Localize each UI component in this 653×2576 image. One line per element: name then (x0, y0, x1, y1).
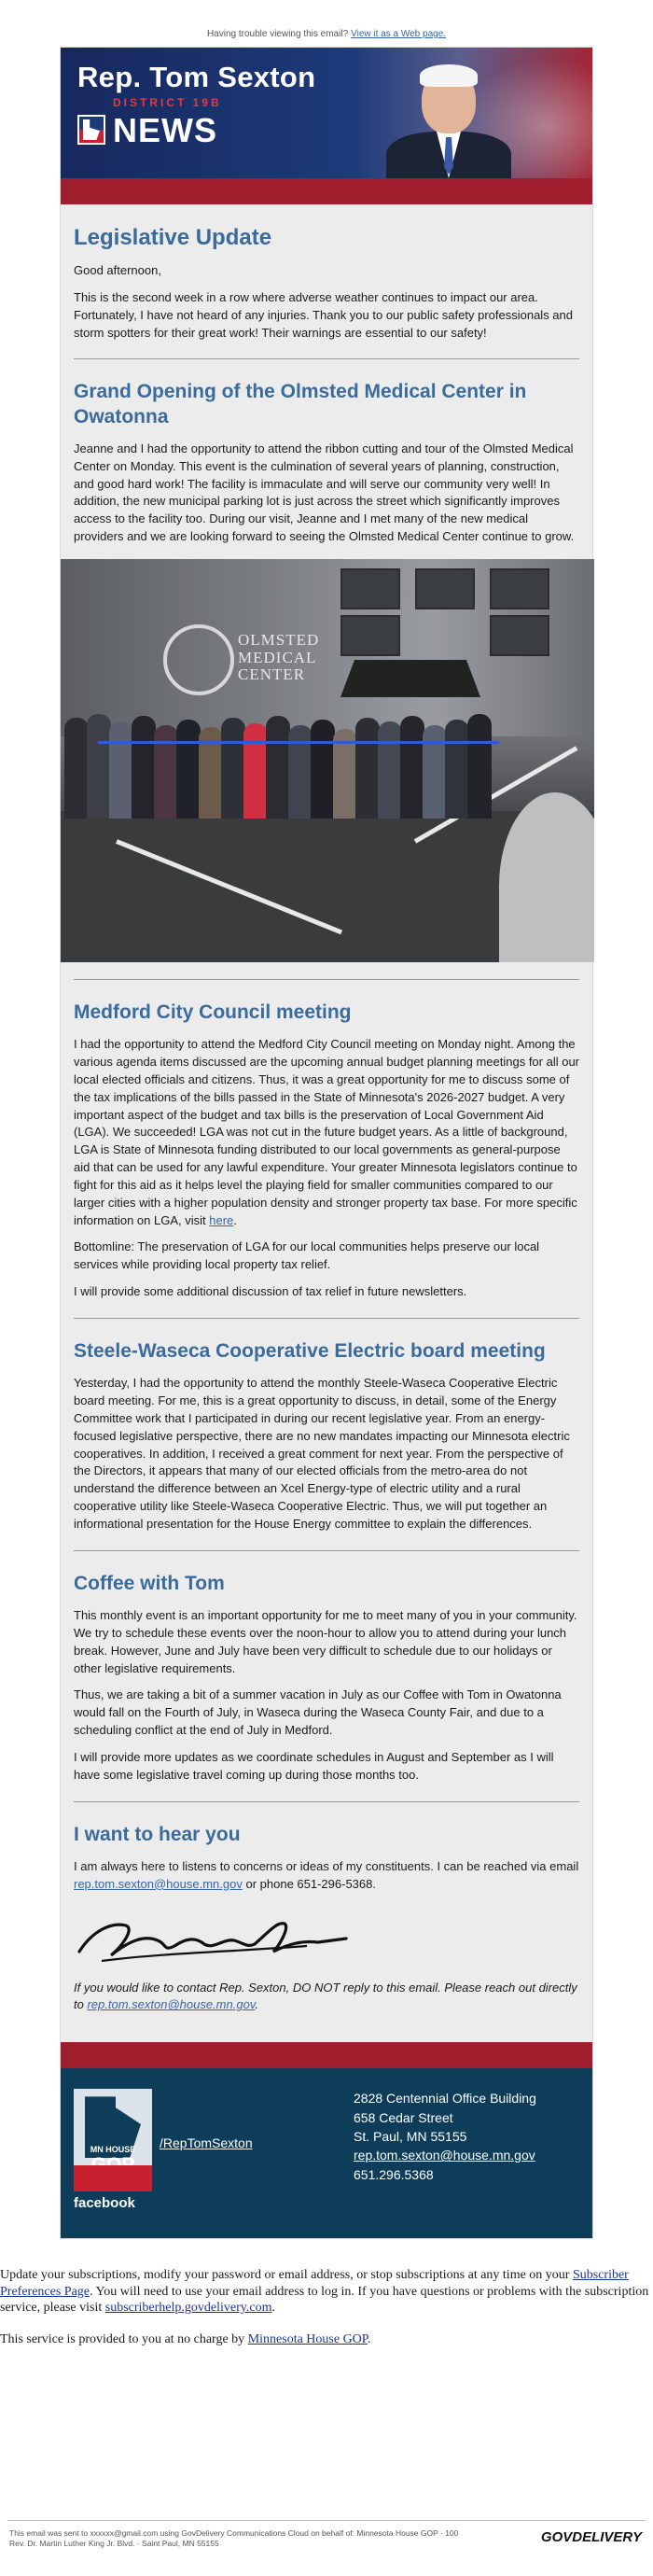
representative-portrait (382, 61, 513, 178)
subscription-text: Update your subscriptions, modify your password or email address, or stop subscriptions at any time on your Subscriber Preferences Page. You will need to use your email address to log in. If you have questions or problems with the subscription service, please visit subscriberhelp.govdelivery.com. (0, 2268, 649, 2316)
newsletter-banner (61, 48, 592, 178)
steele-waseca-body: Yesterday, I had the opportunity to attend the monthly Steele-Waseca Cooperative Electric board meeting. For me, this is a great opportunity to discuss, in detail, some of the Energy Committee work that I participated in during our recent legislative year. From an energy-focused legislative perspective, there are no new mandates impacting our Minnesota electric cooperatives. In addition, I received a great comment for next year. From the perspective of the Directors, it appears that many of our elected officials from the metro-area do not understand the difference between an Xcel Energy-type of electric utility and a rural cooperative utility like Steele-Waseca Cooperative Electric. Thus, we will put together an informational presentation for the House Energy committee to explain the differences. (74, 1376, 570, 1531)
divider (74, 358, 579, 359)
banner-title: Rep. Tom Sexton (77, 61, 316, 93)
coffee-body-2: Thus, we are taking a bit of a summer vacation in July as our Coffee with Tom in Owatonna would fall on the Fourth of July, in Waseca during the Waseca County Fair, and due to a scheduling conflict at the end of July in Medford. (74, 1687, 562, 1738)
newsletter-content (61, 204, 592, 2033)
coffee-heading: Coffee with Tom (74, 1572, 225, 1594)
divider (74, 1550, 579, 1551)
sent-to-line: This email was sent to xxxxxx@gmail.com using GovDelivery Communications Cloud on behalf of: Minnesota House GOP · 100 (9, 2528, 459, 2538)
divider (74, 979, 579, 980)
ribbon-cutting-photo (61, 559, 594, 962)
contact-email-link[interactable]: rep.tom.sexton@house.mn.gov (87, 1997, 256, 2012)
mn-house-gop-link[interactable]: Minnesota House GOP (247, 2331, 368, 2346)
ribbon (98, 741, 499, 744)
crowd (61, 699, 499, 819)
legislative-update-heading: Legislative Update (74, 225, 272, 250)
webview-text: Having trouble viewing this email? (206, 29, 349, 39)
mn-house-gop-logo[interactable]: MN HOUSE facebook (74, 2089, 152, 2214)
bottom-footer (0, 2520, 653, 2549)
medical-center-sign-icon (163, 624, 234, 695)
contact-note: If you would like to contact Rep. Sexton, DO NOT reply to this email. Please reach out directly to rep.tom.sexton@house.mn.gov. (74, 1980, 577, 2012)
legislative-update-body: This is the second week in a row where adverse weather continues to impact our area. Fortunately, I have not heard of any injuries. Thank you to our public safety professionals and storm spotters for their great work! Their warnings are essential to our safety! (74, 289, 573, 340)
medical-center-sign: OLMSTED MEDICAL CENTER (238, 630, 320, 684)
greeting: Good afternoon, (74, 263, 161, 277)
footer (61, 2042, 592, 2238)
divider (74, 1801, 579, 1802)
email-link[interactable]: rep.tom.sexton@house.mn.gov (74, 1876, 243, 1891)
subscription-info (0, 2239, 653, 2347)
govdelivery-logo[interactable]: GOVDELIVERY (540, 2529, 642, 2545)
webview-bar (0, 0, 653, 47)
olmsted-heading: Grand Opening of the Olmsted Medical Center in Owatonna (74, 381, 527, 427)
medford-body-1: I had the opportunity to attend the Medford City Council meeting on Monday night. Among the various agenda items discussed are the upcoming annual budget planning meetings for all our local elected officials and citizens. Thus, it was a great opportunity for me to discuss some of the tax implications of the bills passed in the State of Minnesota's 2026-2027 budget. A very important aspect of the budget and tax bills is the preservation of Local Government Aid (LGA). We succeeded! LGA was not cut in the future budget years. As a little of background, LGA is State of Minnesota funding distributed to our local governments as general-purpose aid that can be used for any lawful expenditure. Your greater Minnesota legislators continue to fight for this aid as it helps level the playing field for smaller communities compared to our larger cities with a higher population density and stronger property tax base. For more specific information on LGA, visit here. (74, 1037, 580, 1227)
office-address: 2828 Centennial Office Building 658 Cedar Street St. Paul, MN 55155 rep.tom.sexton@house.mn.gov 651.296.5368 (354, 2091, 536, 2182)
olmsted-body: Jeanne and I had the opportunity to attend the ribbon cutting and tour of the Olmsted Medical Center on Monday. This event is the culmination of several years of planning, construction, and good hard work! The facility is immaculate and will serve our community very well! In addition, the new municipal parking lot is just across the street which significantly improves access to the facility too. During our visit, Jeanne and I met many of the new medical providers and we are looking forward to seeing the Olmsted Medical Center continue to grow. (74, 441, 575, 544)
footer-email-link[interactable]: rep.tom.sexton@house.mn.gov (354, 2148, 535, 2163)
hear-body: I am always here to listens to concerns or ideas of my constituents. I can be reached via email rep.tom.sexton@house.mn.gov or phone 651-296-5368. (74, 1858, 579, 1891)
coffee-body-3: I will provide more updates as we coordinate schedules in August and September as I will have some legislative travel coming up during those months too. (74, 1750, 554, 1782)
signature (74, 1903, 579, 1968)
banner-district: DISTRICT 19B (113, 96, 222, 109)
banner-red-bar (61, 178, 592, 204)
webview-link[interactable]: View it as a Web page. (351, 29, 447, 39)
divider (74, 1318, 579, 1319)
facebook-label: facebook (74, 2195, 135, 2212)
footer-red-bar (61, 2042, 592, 2068)
hear-heading: I want to hear you (74, 1823, 241, 1845)
medford-heading: Medford City Council meeting (74, 1001, 352, 1023)
subscriber-preferences-link[interactable]: Subscriber Preferences Page (0, 2268, 629, 2299)
mn-logo-icon (77, 115, 105, 145)
banner-news: NEWS (113, 111, 217, 149)
coffee-body-1: This monthly event is an important opportunity for me to meet many of you in your community. We try to schedule these events over the noon-hour to allow you to attend during your lunch break. However, June and July have been very difficult to schedule due to our holidays or other legislative requirements. (74, 1608, 577, 1675)
steele-waseca-heading: Steele-Waseca Cooperative Electric board meeting (74, 1340, 546, 1362)
lga-here-link[interactable]: here (209, 1212, 234, 1227)
medford-body-3: I will provide some additional discussion of tax relief in future newsletters. (74, 1284, 467, 1299)
subscriber-help-link[interactable]: subscriberhelp.govdelivery.com (104, 2301, 272, 2316)
email-body (60, 47, 593, 2239)
service-provider-text: This service is provided to you at no charge by Minnesota House GOP. (0, 2331, 371, 2346)
facebook-page-link[interactable]: /RepTomSexton (160, 2135, 253, 2151)
mailing-address-line: Rev. Dr. Martin Luther King Jr. Blvd. · Saint Paul, MN 55155 (9, 2539, 219, 2549)
medford-body-2: Bottomline: The preservation of LGA for our local communities helps preserve our local services while providing local property tax relief. (74, 1239, 540, 1272)
